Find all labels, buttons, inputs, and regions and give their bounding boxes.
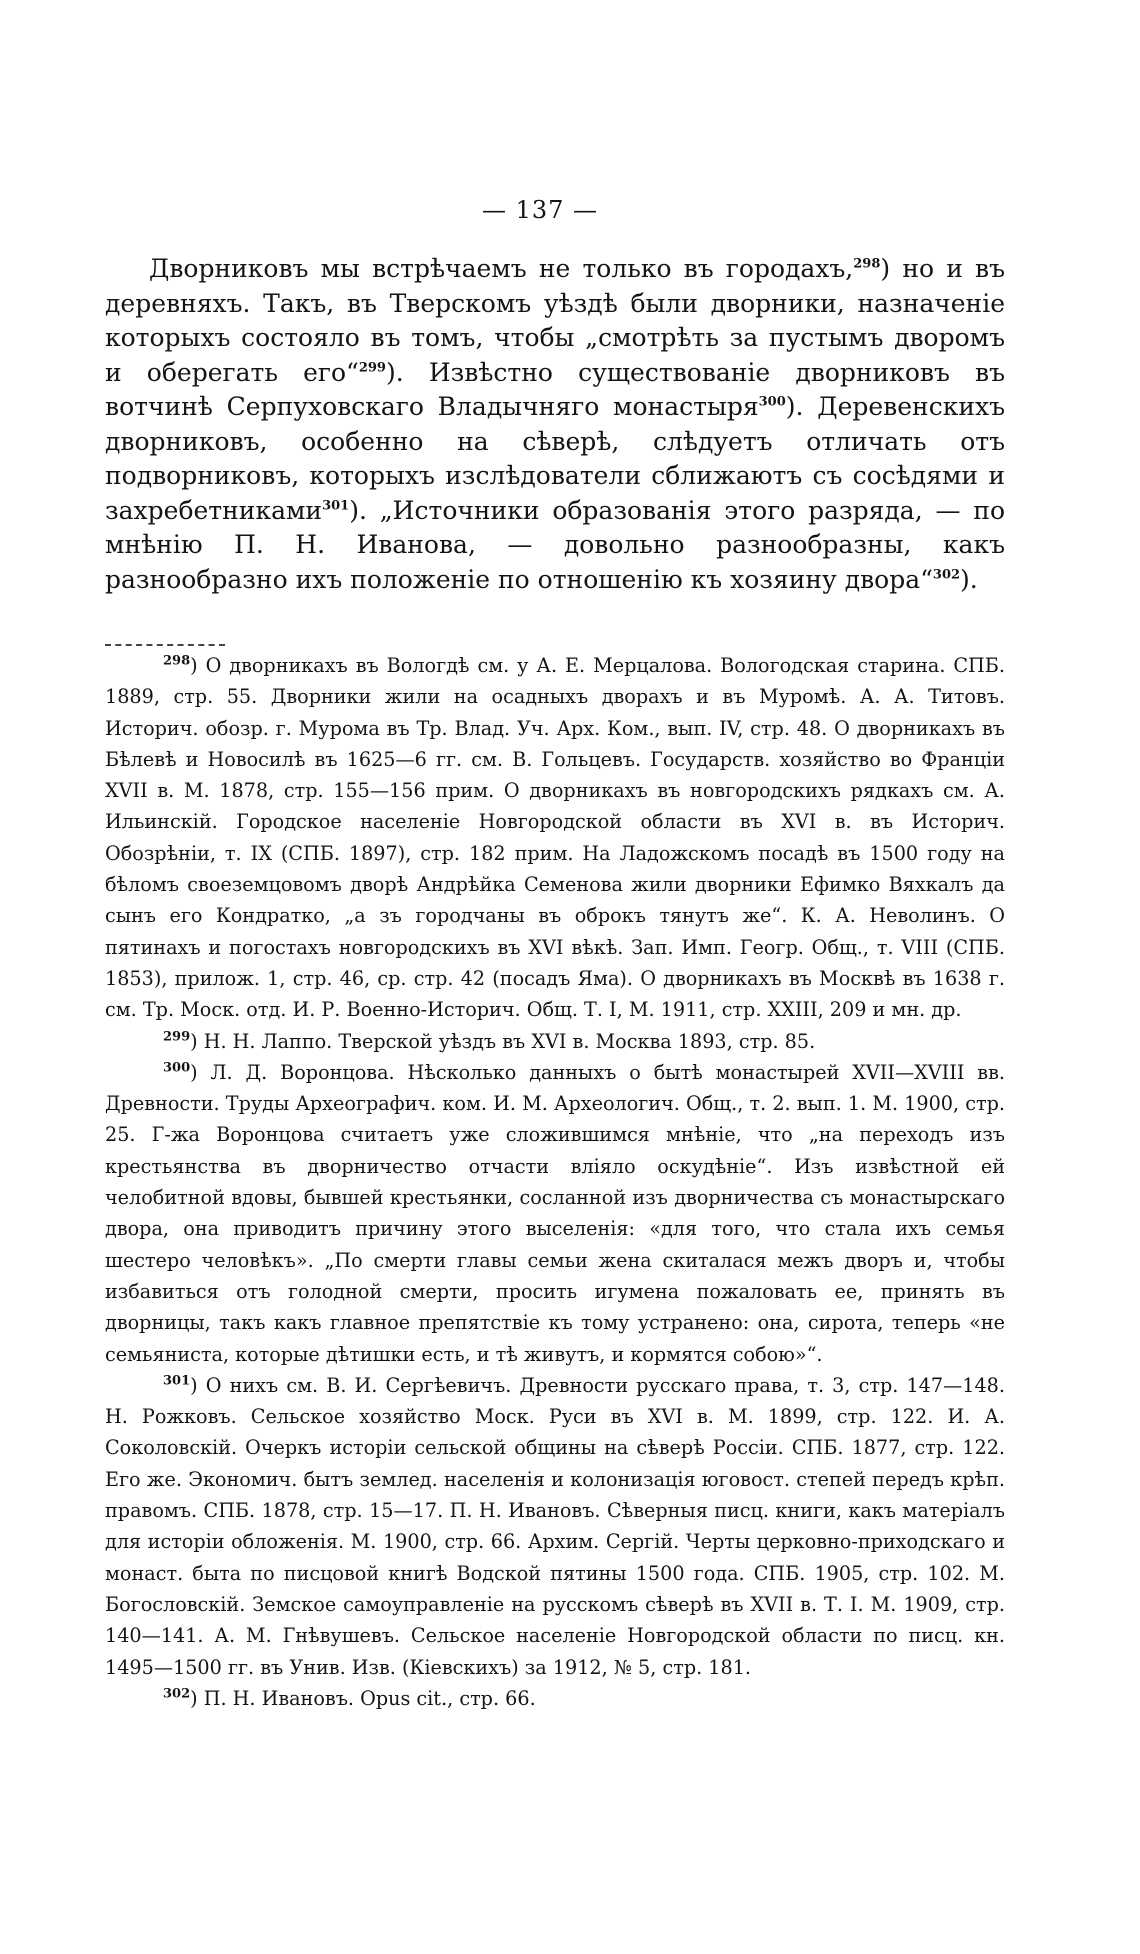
footnote-text: ) О дворникахъ въ Вологдѣ см. у А. Е. Мерцалова. Вологодская старина. СПБ. 1889, стр. 55. Дворники жили на осадныхъ дворахъ и въ Муромѣ. А. А. Титовъ. Историч. обозр. г. Мурома въ Тр. Влад. Уч. Арх. Ком., вып. IV, стр. 48. О дворникахъ въ Бѣлевѣ и Новосилѣ въ 1625—6 гг. см. В. Гольцевъ. Государств. хозяйство во Франціи XVII в. М. 1878, стр. 155—156 прим. О дворникахъ въ новгородскихъ рядкахъ см. А. Ильинскій. Городское населеніе Новгородской области въ XVI в. въ Историч. Обозрѣніи, т. IX (СПБ. 1897), стр. 182 прим. На Ладожскомъ посадѣ въ 1500 году на бѣломъ своеземцовомъ дворѣ Андрѣйка Семенова жили дворники Ефимко Вяхкалъ да сынъ его Кондратко, „а зъ городчаны въ оброкъ тянутъ же“. К. А. Неволинъ. О пятинахъ и погостахъ новгородскихъ въ XVI вѣкѣ. Зап. Имп. Геогр. Общ., т. VIII (СПБ. 1853), прилож. 1, стр. 46, ср. стр. 42 (посадъ Яма). О дворникахъ въ Москвѣ въ 1638 г. см. Тр. Моск. отд. И. Р. Военно-Историч. Общ. Т. I, М. 1911, стр. XXIII, 209 и мн. др. [105, 654, 1005, 1022]
footnote-298 [105, 650, 1005, 1026]
footnote-ref-298: 298 [853, 256, 881, 272]
footnote-300 [105, 1057, 1005, 1370]
footnote-ref-301: 301 [322, 498, 350, 514]
main-text-part-1: Дворниковъ мы встрѣчаемъ не только въ городахъ, [149, 254, 854, 283]
main-text-part-5: ). „Источники образованія этого разряда, — по мнѣнію П. Н. Иванова, — довольно разнообразны, какъ разнообразно ихъ положеніе по отношенію къ хозяину двора“ [105, 495, 1005, 594]
footnote-text: ) Л. Д. Воронцова. Нѣсколько данныхъ о бытѣ монастырей XVII—XVIII вв. Древности. Труды Археографич. ком. И. М. Археологич. Общ., т. 2. вып. 1. М. 1900, стр. 25. Г-жа Воронцова считаетъ уже сложившимся мнѣніе, что „на переходъ изъ крестьянства въ дворничество отчасти вліяло оскудѣніе“. Изъ извѣстной ей челобитной вдовы, бывшей крестьянки, сосланной изъ дворничества съ монастырскаго двора, она приводитъ причину этого выселенія: «для того, что стала ихъ семья шестеро человѣкъ». „По смерти главы семьи жена скиталася межъ дворъ и, чтобы избавиться отъ голодной смерти, просить игумена пожаловать ее, принять въ дворницы, такъ какъ главное препятствіе къ тому устранено: она, сирота, теперь «не семьянистa, которые дѣтишки есть, и тѣ живутъ, и кормятся собою»“. [105, 1060, 1005, 1366]
footnote-text: ) П. Н. Ивановъ. Opus cit., стр. 66. [190, 1686, 536, 1710]
footnote-marker: 299 [163, 1029, 191, 1045]
main-text-part-4: ). Деревенскихъ дворниковъ, особенно на сѣверѣ, слѣдуетъ отличать отъ подворниковъ, которыхъ изслѣдователи сближаютъ съ сосѣдями и захребетниками [105, 392, 1005, 525]
footnote-separator [105, 644, 225, 646]
footnote-301 [105, 1370, 1005, 1683]
footnote-text: ) О нихъ см. В. И. Сергѣевичъ. Древности русскаго права, т. 3, стр. 147—148. Н. Рожковъ. Сельское хозяйство Моск. Руси въ XVI в. М. 1899, стр. 122. И. А. Соколовскій. Очеркъ исторіи сельской общины на сѣверѣ Россіи. СПБ. 1877, стр. 122. Его же. Экономич. бытъ землед. населенія и колонизація юговост. степей передъ крѣп. правомъ. СПБ. 1878, стр. 15—17. П. Н. Ивановъ. Сѣверныя писц. книги, какъ матеріалъ для исторіи обложенія. М. 1900, стр. 66. Архим. Сергій. Черты церковно-приходскаго и монаст. быта по писцовой книгѣ Водской пятины 1500 года. СПБ. 1905, стр. 102. М. Богословскій. Земское самоуправленіе на русскомъ сѣверѣ въ XVII в. Т. I. М. 1909, стр. 140—141. А. М. Гнѣвушевъ. Сельское населеніе Новгородской области по писц. кн. 1495—1500 гг. въ Унив. Изв. (Кіевскихъ) за 1912, № 5, стр. 181. [105, 1373, 1005, 1679]
footnote-ref-299: 299 [358, 360, 386, 376]
footnotes-block [105, 650, 1005, 1714]
footnote-marker: 301 [163, 1373, 191, 1389]
main-text-part-6: ). [960, 564, 978, 594]
main-paragraph [105, 252, 1005, 597]
main-text-part-2: ) но и въ деревняхъ. Такъ, въ Тверскомъ уѣздѣ были дворники, назначеніе которыхъ состояло въ томъ, чтобы „смотрѣть за пустымъ дворомъ и оберегать его“ [105, 254, 1006, 387]
footnote-marker: 302 [163, 1686, 191, 1702]
footnote-302 [105, 1683, 1005, 1714]
page-number: — 137 — [481, 196, 599, 224]
footnote-marker: 300 [163, 1060, 191, 1076]
document-page [60, 0, 1020, 1954]
footnote-299 [105, 1026, 1005, 1057]
main-text-part-3: ). Извѣстно существованіе дворниковъ въ вотчинѣ Серпуховскаго Владычняго монастыря [105, 357, 1006, 421]
footnote-marker: 298 [163, 653, 191, 669]
footnote-text: ) Н. Н. Лаппо. Тверской уѣздъ въ XVI в. Москва 1893, стр. 85. [190, 1029, 816, 1053]
footnote-ref-300: 300 [758, 394, 786, 410]
footnote-ref-302: 302 [932, 567, 961, 583]
